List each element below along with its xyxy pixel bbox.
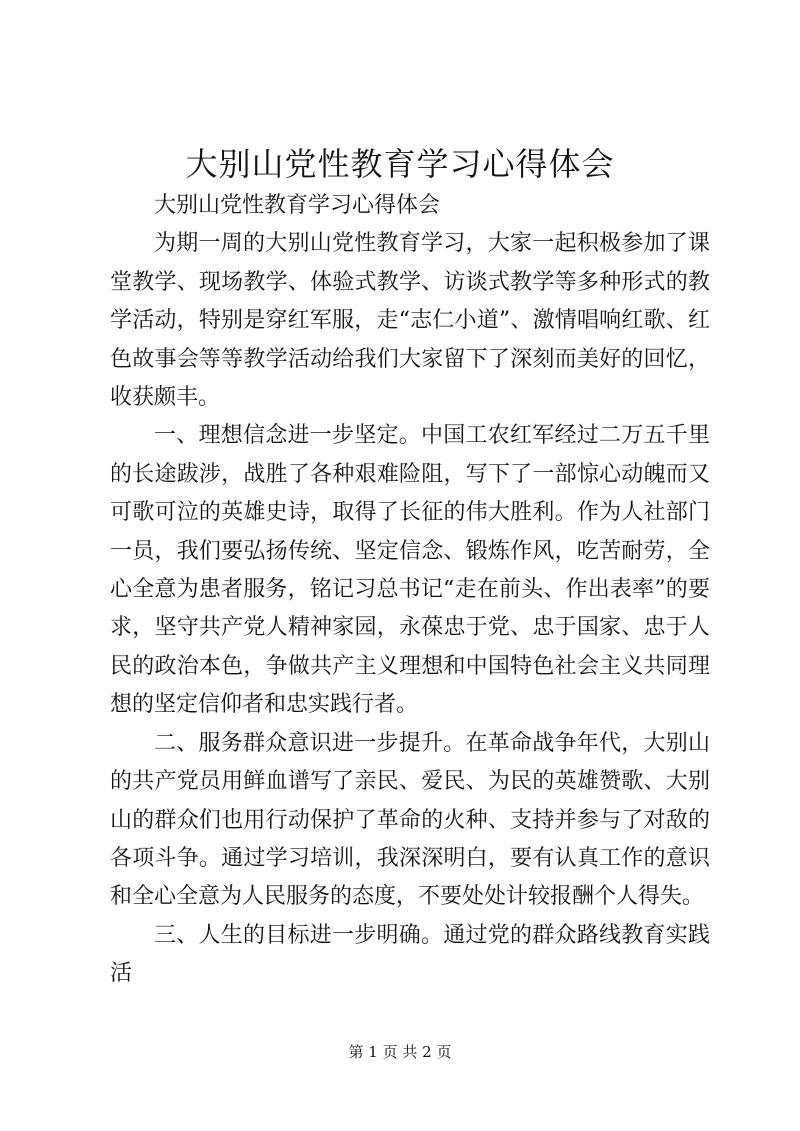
section-one-paragraph: 一、理想信念进一步坚定。中国工农红军经过二万五千里的长途跋涉，战胜了各种艰难险阻，写下了一部惊心动魄而又可歌可泣的英雄史诗，取得了长征的伟大胜利。作为人社部门一员，我们要弘扬传统、坚定信念、锻炼作风，吃苦耐劳，全心全意为患者服务，铭记习总书记“走在前头、作出表率”的要求，坚守共产党人精神家园，永葆忠于党、忠于国家、忠于人民的政治本色，争做共产主义理想和中国特色社会主义共同理想的坚定信仰者和忠实践行者。 <box>110 423 710 718</box>
intro-paragraph: 为期一周的大别山党性教育学习，大家一起积极参加了课堂教学、现场教学、体验式教学、访谈式教学等多种形式的教学活动，特别是穿红军服，走“志仁小道”、激情唱响红歌、红色故事会等等教学活动给我们大家留下了深刻而美好的回忆，收获颇丰。 <box>110 231 710 411</box>
subtitle-paragraph: 大别山党性教育学习心得体会 <box>154 193 441 218</box>
document-title: 大别山党性教育学习心得体会 <box>185 145 615 183</box>
section-two-paragraph: 二、服务群众意识进一步提升。在革命战争年代，大别山的共产党员用鲜血谱写了亲民、爱民、为民的英雄赞歌、大别山的群众们也用行动保护了革命的火种、支持并参与了对敌的各项斗争。通过学习培训，我深深明白，要有认真工作的意识和全心全意为人民服务的态度，不要处处计较报酬个人得失。 <box>110 730 710 910</box>
page-footer: 第 1 页 共 2 页 <box>348 1043 452 1061</box>
document-body <box>110 187 710 994</box>
section-three-paragraph: 三、人生的目标进一步明确。通过党的群众路线教育实践活 <box>110 922 710 987</box>
